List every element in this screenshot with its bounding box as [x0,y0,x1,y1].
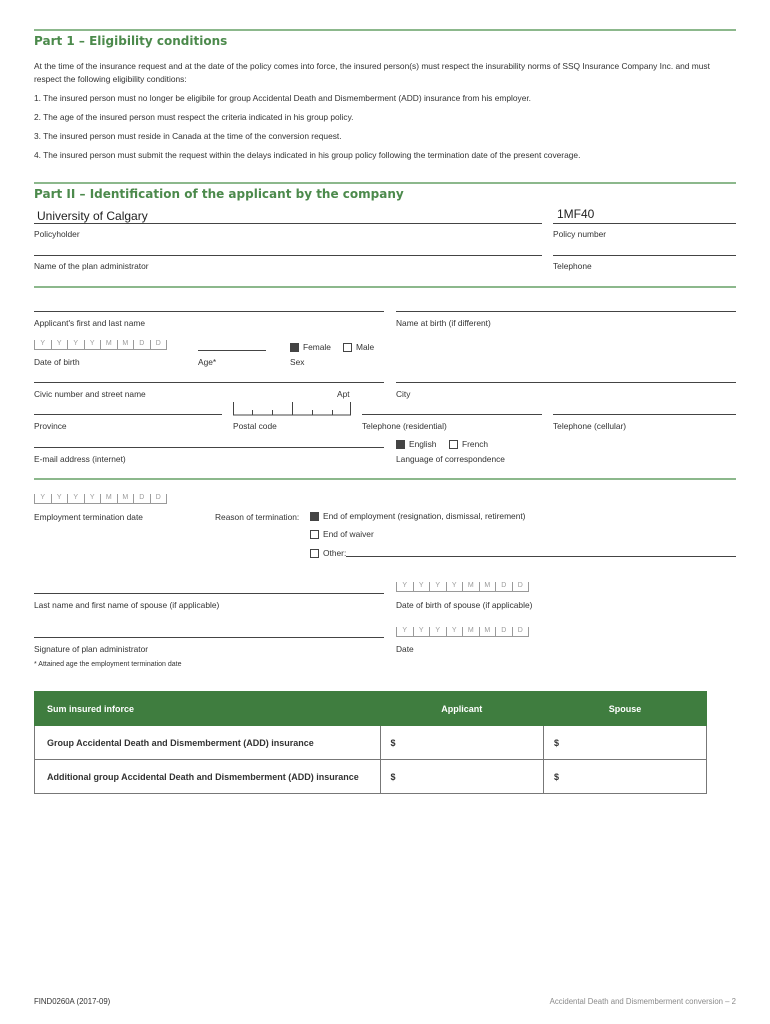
end-of-employment-checkbox[interactable] [310,512,319,521]
other-checkbox[interactable] [310,549,319,558]
tel-res-field[interactable] [362,414,542,415]
policy-number-field[interactable]: 1MF40 [557,207,595,221]
other-label: Other: [323,548,347,558]
table-row [35,760,707,794]
termination-digit: D [150,494,168,504]
table-header-spouse: Spouse [544,692,707,726]
dob-date-field[interactable] [34,339,167,350]
signature-date-digit: Y [446,627,463,637]
city-field[interactable] [396,382,736,383]
policy-number-label: Policy number [553,229,607,239]
email-field[interactable] [34,447,384,448]
french-label: French [462,439,489,449]
sex-male-option[interactable] [343,342,374,352]
signature-label: Signature of plan administrator [34,644,149,654]
city-label: City [396,389,411,399]
spouse-dob-digit: D [495,582,512,592]
termination-digit: Y [34,494,51,504]
part1-intro-line1: At the time of the insurance request and at the date of the policy comes into force, the insured person(s) must respect the insurability norms of SSQ Insurance Company Inc. and must [34,61,710,71]
spouse-dob-field[interactable] [396,581,529,592]
sex-label: Sex [290,357,305,367]
english-checkbox[interactable] [396,440,405,449]
footnote: * Attained age the employment termination date [34,661,182,668]
signature-field[interactable] [34,637,384,638]
spouse-dob-digit: D [512,582,530,592]
tel-cell-label: Telephone (cellular) [553,421,627,431]
reason-label: Reason of termination: [215,512,300,522]
policyholder-label: Policyholder [34,229,80,239]
apt-label: Apt [337,389,350,399]
signature-date-field[interactable] [396,626,529,637]
signature-date-digit: M [462,627,479,637]
table-header-applicant: Applicant [380,692,544,726]
male-label: Male [356,342,375,352]
spouse-dob-digit: Y [396,582,413,592]
french-option[interactable] [449,439,488,449]
termination-digit: M [117,494,134,504]
tel-cell-field[interactable] [553,414,736,415]
part2-top-rule [34,182,736,184]
plan-admin-telephone-label: Telephone [553,261,592,271]
email-label: E-mail address (internet) [34,454,126,464]
row-label: Additional group Accidental Death and Dismemberment (ADD) insurance [35,760,381,794]
province-field[interactable] [34,414,222,415]
french-checkbox[interactable] [449,440,458,449]
street-field[interactable] [34,382,384,383]
dob-digit: Y [67,340,84,350]
english-label: English [409,439,437,449]
spouse-name-field[interactable] [34,593,384,594]
spouse-dob-digit: Y [413,582,430,592]
dob-digit: Y [51,340,68,350]
table-row [35,726,707,760]
applicant-amount-field[interactable]: $ [380,726,544,760]
spouse-dob-digit: Y [446,582,463,592]
dob-digit: M [100,340,117,350]
dob-digit: M [117,340,134,350]
sum-insured-table [34,691,707,794]
dob-digit: D [150,340,168,350]
other-reason-field[interactable] [346,556,736,557]
policyholder-line [34,223,542,224]
dob-digit: Y [84,340,101,350]
language-label: Language of correspondence [396,454,505,464]
spouse-amount-field[interactable]: $ [544,760,707,794]
postal-code-field[interactable] [233,402,353,416]
plan-admin-telephone-field[interactable] [553,255,736,256]
part2-divider-2 [34,478,736,480]
policyholder-field[interactable]: University of Calgary [37,209,148,223]
plan-admin-label: Name of the plan administrator [34,261,149,271]
table-header-sum: Sum insured inforce [35,692,381,726]
signature-date-digit: Y [413,627,430,637]
name-at-birth-field[interactable] [396,311,736,312]
condition-2: 2. The age of the insured person must respect the criteria indicated in his group policy. [34,112,354,122]
spouse-dob-digit: Y [429,582,446,592]
province-label: Province [34,421,67,431]
part2-divider-1 [34,286,736,288]
name-at-birth-label: Name at birth (if different) [396,318,491,328]
part1-intro-line2: respect the following eligibility conditions: [34,74,187,84]
part2-title: Part II – Identification of the applicant by the company [34,187,404,201]
dob-digit: D [133,340,150,350]
female-checkbox[interactable] [290,343,299,352]
dob-label: Date of birth [34,357,80,367]
signature-date-digit: D [495,627,512,637]
condition-3: 3. The insured person must reside in Canada at the time of the conversion request. [34,131,342,141]
part1-top-rule [34,29,736,31]
tel-res-label: Telephone (residential) [362,421,447,431]
termination-date-field[interactable] [34,493,167,504]
page-label: Accidental Death and Dismemberment conversion – 2 [549,997,736,1006]
termination-digit: Y [51,494,68,504]
plan-admin-field[interactable] [34,255,542,256]
termination-digit: Y [67,494,84,504]
end-of-waiver-label: End of waiver [323,529,374,539]
male-checkbox[interactable] [343,343,352,352]
signature-date-label: Date [396,644,414,654]
spouse-dob-label: Date of birth of spouse (if applicable) [396,600,533,610]
policy-number-line [553,223,736,224]
applicant-name-field[interactable] [34,311,384,312]
reason-end-of-employment-option[interactable] [310,511,525,521]
signature-date-digit: Y [429,627,446,637]
termination-digit: Y [84,494,101,504]
reason-end-of-waiver-option[interactable] [310,529,374,539]
sex-female-option[interactable] [290,342,331,352]
age-label: Age* [198,357,217,367]
applicant-name-label: Applicant's first and last name [34,318,145,328]
signature-date-digit: D [512,627,530,637]
termination-digit: D [133,494,150,504]
end-of-waiver-checkbox[interactable] [310,530,319,539]
end-of-employment-label: End of employment (resignation, dismissal, retirement) [323,511,526,521]
form-code: FIND0260A (2017-09) [34,997,111,1006]
applicant-amount-field[interactable]: $ [380,760,544,794]
english-option[interactable] [396,439,436,449]
spouse-amount-field[interactable]: $ [544,726,707,760]
reason-other-option[interactable] [310,548,346,558]
dob-digit: Y [34,340,51,350]
postal-code-label: Postal code [233,421,277,431]
condition-1: 1. The insured person must no longer be eligibile for group Accidental Death and Dismemberment (ADD) insurance from his employer. [34,93,532,103]
spouse-dob-digit: M [479,582,496,592]
termination-date-label: Employment termination date [34,512,143,522]
part1-title: Part 1 – Eligibility conditions [34,34,228,48]
age-field[interactable] [198,350,266,351]
condition-4: 4. The insured person must submit the request within the delays indicated in his group policy following the termination date of the present coverage. [34,150,581,160]
termination-digit: M [100,494,117,504]
spouse-name-label: Last name and first name of spouse (if applicable) [34,600,220,610]
street-label: Civic number and street name [34,389,146,399]
signature-date-digit: M [479,627,496,637]
signature-date-digit: Y [396,627,413,637]
row-label: Group Accidental Death and Dismemberment (ADD) insurance [35,726,381,760]
spouse-dob-digit: M [462,582,479,592]
table-header-row [35,692,707,726]
female-label: Female [303,342,331,352]
